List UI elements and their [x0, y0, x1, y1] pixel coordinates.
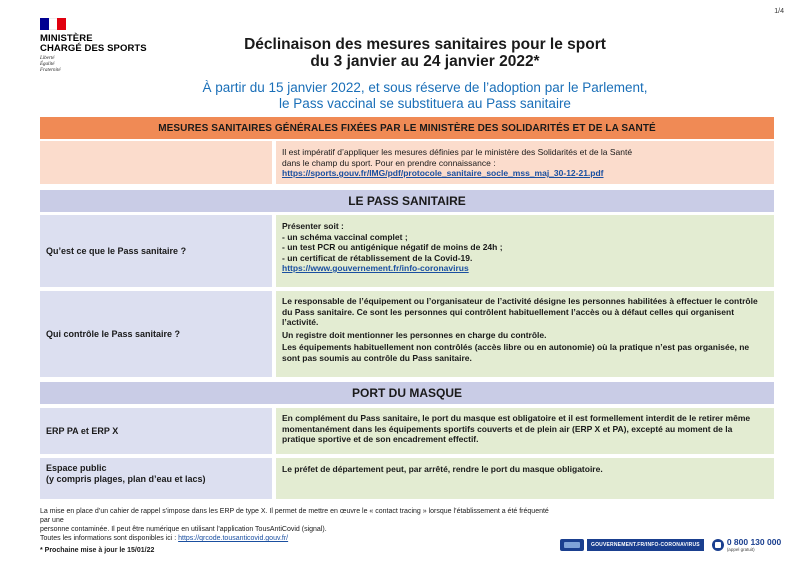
mesures-generales-row: [40, 141, 774, 184]
pass-question-row-1: [40, 215, 774, 287]
mesures-generales-content: [276, 141, 774, 184]
computer-icon: [560, 539, 584, 551]
logo-line1: MINISTÈRE: [40, 33, 93, 44]
subtitle-line1: À partir du 15 janvier 2022, et sous réserve de l’adoption par le Parlement,: [202, 80, 648, 95]
mesures-line1: Il est impératif d’appliquer les mesures définies par le ministère des Solidarités et de la Santé: [282, 147, 633, 157]
pass-sanitaire-header: LE PASS SANITAIRE: [40, 190, 774, 212]
ministry-logo: [40, 18, 170, 74]
pass-control-answer: [276, 291, 774, 377]
pass-item: - un test PCR ou antigénique négatif de moins de 24h ;: [282, 242, 503, 252]
phone-icon: [712, 539, 724, 551]
pass-control-label: Qui contrôle le Pass sanitaire ?: [40, 291, 272, 377]
pass-intro: Présenter soit :: [282, 221, 344, 231]
page-title: [190, 36, 660, 70]
footer-line3-text: Toutes les informations sont disponibles ici :: [40, 535, 179, 542]
phone-block: [727, 538, 781, 552]
pass-question-row-2: [40, 291, 774, 377]
footer-line3: [40, 534, 560, 543]
mesures-line2: dans le champ du sport. Pour en prendre connaissance :: [282, 157, 496, 168]
erp-row: [40, 408, 774, 454]
pass-control-para2: Un registre doit mentionner les personnes en charge du contrôle.: [282, 329, 547, 340]
logo-line2: CHARGÉ DES SPORTS: [40, 43, 147, 54]
pass-item: - un schéma vaccinal complet ;: [282, 231, 408, 242]
page-number: 1/4: [774, 8, 784, 15]
footer-notes: [40, 507, 560, 555]
espace-public-row: [40, 458, 774, 499]
phone-number[interactable]: 0 800 130 000: [726, 537, 782, 547]
qrcode-link[interactable]: https://qrcode.tousanticovid.gouv.fr/: [178, 535, 289, 542]
title-line2: du 3 janvier au 24 janvier 2022*: [310, 53, 540, 70]
pass-question-label: Qu’est ce que le Pass sanitaire ?: [40, 215, 272, 287]
pass-item: - un certificat de rétablissement de la Covid-19.: [282, 252, 473, 263]
phone-note: (appel gratuit): [726, 547, 755, 552]
footer-line1: La mise en place d’un cahier de rappel s’impose dans les ERP de type X. Il permet de mettre en œuvre le « contact tracing » lorsque l’établissement a été fréquenté par une: [40, 508, 549, 524]
motto-liberte: Liberté: [40, 56, 55, 61]
subtitle-line2: le Pass vaccinal se substituera au Pass sanitaire: [279, 96, 571, 111]
info-coronavirus-link[interactable]: https://www.gouvernement.fr/info-coronavirus: [282, 263, 469, 273]
gov-strip: [560, 538, 781, 552]
motto-egalite: Égalité: [40, 62, 55, 67]
page-subtitle: [190, 80, 660, 112]
gov-info-label[interactable]: GOUVERNEMENT.FR/INFO-CORONAVIRUS: [587, 539, 704, 551]
espace-public-text: Le préfet de département peut, par arrêté, rendre le port du masque obligatoire.: [276, 458, 774, 499]
port-masque-header: PORT DU MASQUE: [40, 382, 774, 404]
pass-control-para1: Le responsable de l’équipement ou l’organisateur de l’activité désigne les personnes habilitées à effectuer le contrôle du Pass sanitaire. Ce sont les personnes qui contrôlent habituellement l’accès ou à défaut celles qui organisent l’activité.: [282, 296, 758, 327]
espace-public-label: [40, 458, 272, 499]
footer-line2: personne contaminée. Il peut être numérique en utilisant l’application TousAntiCovid (signal).: [40, 526, 327, 533]
mesures-generales-header: MESURES SANITAIRES GÉNÉRALES FIXÉES PAR LE MINISTÈRE DES SOLIDARITÉS ET DE LA SANTÉ: [40, 117, 774, 139]
title-line1: Déclinaison des mesures sanitaires pour le sport: [244, 36, 606, 53]
motto-fraternite: Fraternité: [40, 68, 61, 73]
pass-control-para3: Les équipements habituellement non contrôlés (accès libre ou en autonomie) où la pratique n’est pas organisée, ne sont pas soumis au contrôle du Pass sanitaire.: [282, 342, 750, 363]
pass-question-answer: [276, 215, 774, 287]
next-update-note: * Prochaine mise à jour le 15/01/22: [40, 547, 155, 554]
mesures-generales-left: [40, 141, 272, 184]
erp-text: En complément du Pass sanitaire, le port du masque est obligatoire et il est formellement interdit de le retirer même momentanément dans les équipements sportifs couverts et de plein air (ERP X et PA), excepté au moment de la pratique sportive et de son encadrement effectif.: [276, 408, 774, 454]
french-flag-icon: [40, 18, 66, 30]
erp-label: ERP PA et ERP X: [40, 408, 272, 454]
protocole-link[interactable]: https://sports.gouv.fr/IMG/pdf/protocole_sanitaire_socle_mss_maj_30-12-21.pdf: [282, 168, 604, 178]
logo-motto: [40, 56, 170, 74]
espace-label-line1: Espace public: [46, 463, 107, 473]
espace-label-line2: (y compris plages, plan d’eau et lacs): [46, 474, 206, 484]
